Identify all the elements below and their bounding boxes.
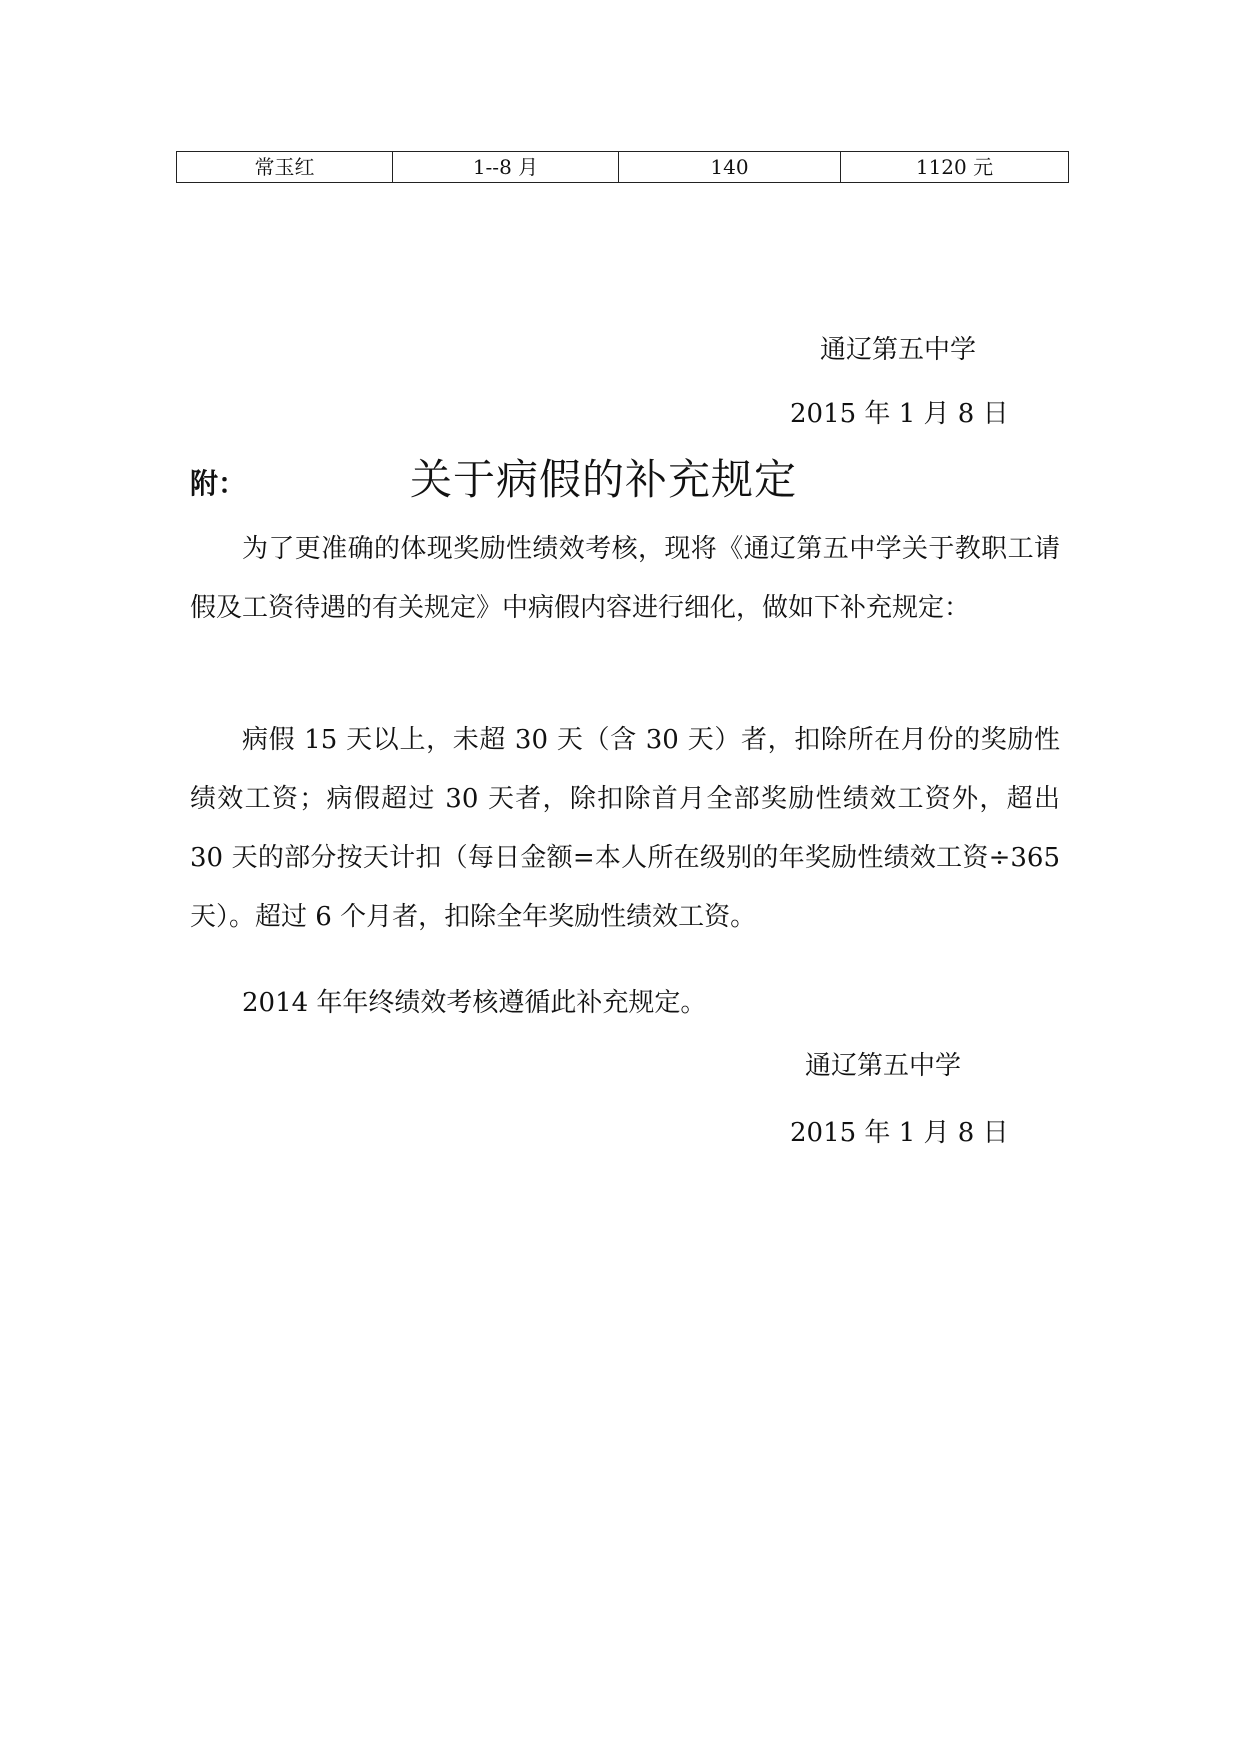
cell-name: 常玉红: [177, 152, 393, 183]
appendix-label: 附：: [190, 467, 247, 500]
document-title: 关于病假的补充规定: [410, 455, 798, 504]
paragraph-intro: [190, 520, 1060, 638]
signature-org-bottom: 通辽第五中学: [805, 1051, 962, 1081]
cell-total: 1120 元: [841, 152, 1069, 183]
paragraph-applicability: [190, 974, 1060, 1033]
paragraph-rules: [190, 711, 1060, 947]
table-row: [177, 152, 1069, 183]
signature-date-top: 2015 年 1 月 8 日: [790, 399, 1009, 429]
paragraph-text: 为了更准确的体现奖励性绩效考核，现将《通辽第五中学关于教职工请假及工资待遇的有关规定》中病假内容进行细化，做如下补充规定：: [190, 534, 1060, 623]
signature-org-top: 通辽第五中学: [820, 335, 977, 365]
signature-date-bottom: 2015 年 1 月 8 日: [790, 1118, 1009, 1148]
cell-amount: 140: [619, 152, 841, 183]
paragraph-text: 2014 年年终绩效考核遵循此补充规定。: [242, 988, 707, 1018]
bonus-table: [176, 151, 1069, 183]
paragraph-text: 病假 15 天以上，未超 30 天（含 30 天）者，扣除所在月份的奖励性绩效工资；病假超过 30 天者，除扣除首月全部奖励性绩效工资外，超出 30 天的部分按天计扣（每日金额=本人所在级别的年奖励性绩效工资÷365 天）。超过 6 个月者，扣除全年奖励性绩效工资。: [190, 725, 1060, 932]
cell-months: 1--8 月: [393, 152, 619, 183]
